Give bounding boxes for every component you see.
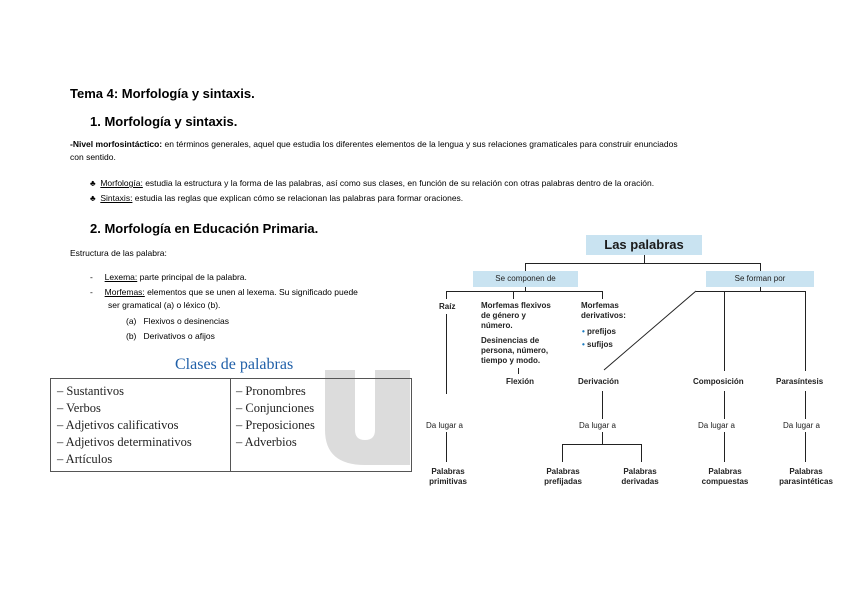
section-2-heading: 2. Morfología en Educación Primaria. [90,221,319,236]
flexion-label: Flexión [506,377,535,386]
clase-item: – Pronombres [236,384,306,398]
text-line: de género y [481,311,526,320]
bullet-icon: • [582,340,585,349]
clase-item: – Conjunciones [236,401,315,415]
connector-line [805,432,806,462]
morf-derivativos [581,301,626,321]
nivel-label: -Nivel morfosintáctico: [70,139,163,149]
connector-line [446,291,603,292]
bullet-text: estudia las reglas que explican cómo se relacionan las palabras para formar oraciones. [132,193,464,203]
clase-item: – Artículos [57,452,113,466]
text-line: prefijadas [544,477,582,486]
clases-divider [230,379,231,471]
text-line: número. [481,321,513,330]
connector-line [562,444,563,462]
item-text-2: ser gramatical (a) o léxico (b). [108,300,221,310]
prefijos-item [582,327,616,337]
connector-line [446,291,447,299]
clase-item: – Adverbios [236,435,297,449]
sufijos-item [582,340,613,350]
clases-title: Clases de palabras [175,356,294,373]
connector-line [518,368,519,374]
nivel-text: en términos generales, aquel que estudia los diferentes elementos de la lengua y sus relaciones gramaticales para construir enunciados [162,139,678,149]
connector-line [724,432,725,462]
sub-text: Flexivos o desinencias [143,316,229,326]
bullet-term: Sintaxis: [100,193,133,203]
connector-line [525,287,526,291]
clases-left-col [57,383,192,468]
parasintesis-label: Parasíntesis [776,377,824,386]
clase-item: – Adjetivos determinativos [57,435,192,449]
diagram-title: Las palabras [586,235,702,255]
bullet-term: Morfología: [100,178,143,188]
page-title: Tema 4: Morfología y sintaxis. [70,86,255,101]
connector-line [525,263,526,271]
text-line: derivativos: [581,311,626,320]
text-line: Palabras [623,467,657,476]
connector-line [805,291,806,371]
sub-item-b [126,330,215,343]
connector-line [446,314,447,394]
section-1-heading: 1. Morfología y sintaxis. [90,114,238,129]
connector-line [724,291,725,371]
connector-line [760,263,761,271]
connector-line [525,263,761,264]
text-line: parasintéticas [779,477,833,486]
item-term: Morfemas: [104,287,145,297]
text-line: compuestas [701,477,749,486]
text-line: derivadas [621,477,659,486]
estructura-label: Estructura de las palabra: [70,248,167,258]
text-line: persona, número, [481,346,549,355]
sub-mark: (a) [126,316,137,326]
connector-line [446,432,447,462]
text-line: tiempo y modo. [481,356,541,365]
club-icon: ♣ [90,193,96,203]
text-line: Desinencias de [481,336,540,345]
item-text: elementos que se unen al lexema. Su significado puede [144,287,358,297]
forman-box: Se forman por [706,271,814,287]
da-lugar-1: Da lugar a [426,421,463,430]
desinencias [481,336,548,366]
connector-line [602,432,603,444]
sub-text: Derivativos o afijos [143,331,215,341]
bullet-sintaxis [90,193,463,203]
primitivas [428,467,468,487]
text-line: Morfemas flexivos [481,301,551,310]
morf-flexivos [481,301,551,331]
clase-item: – Verbos [57,401,101,415]
list-item-lexema: - Lexema: parte principal de la palabra. [90,272,247,282]
prefijadas [540,467,586,487]
clase-item: – Sustantivos [57,384,125,398]
bullet-text: estudia la estructura y la forma de las palabras, así como sus clases, en función de su relación con otras palabras dentro de la oración. [142,178,655,188]
clases-right-col [236,383,315,451]
bullet-morfologia [90,178,654,188]
connector-line [602,391,603,419]
connector-line [513,291,514,299]
da-lugar-4: Da lugar a [783,421,820,430]
club-icon: ♣ [90,178,96,188]
text-line: primitivas [429,477,467,486]
nivel-text-2: con sentido. [70,152,116,162]
item-text: parte principal de la palabra. [137,272,247,282]
sufijos-label: sufijos [587,340,613,349]
sub-mark: (b) [126,331,137,341]
connector-line [562,444,642,445]
derivadas [617,467,663,487]
connector-line [641,444,642,462]
prefijos-label: prefijos [587,327,616,336]
text-line: Palabras [546,467,580,476]
sub-item-a [126,315,229,328]
connector-line [644,255,645,263]
text-line: Morfemas [581,301,619,310]
text-line: Palabras [708,467,742,476]
bullet-icon: • [582,327,585,336]
item-term: Lexema: [104,272,138,282]
raiz-label: Raíz [439,302,456,311]
connector-line [805,391,806,419]
connector-line [696,291,806,292]
parasinteticas [771,467,841,487]
da-lugar-2: Da lugar a [579,421,616,430]
clases-table [50,378,412,472]
clase-item: – Adjetivos calificativos [57,418,179,432]
connector-line [760,287,761,291]
composicion-label: Composición [693,377,744,386]
nivel-paragraph [70,138,790,164]
text-line: Palabras [789,467,823,476]
text-line: Palabras [431,467,465,476]
derivacion-label: Derivación [578,377,619,386]
componen-box: Se componen de [473,271,578,287]
compuestas [696,467,754,487]
connector-line [724,391,725,419]
list-item-morfemas: - Morfemas: elementos que se unen al lexema. Su significado puede ser gramatical (a) o léxico (b). [90,287,358,310]
clase-item: – Preposiciones [236,418,315,432]
da-lugar-3: Da lugar a [698,421,735,430]
